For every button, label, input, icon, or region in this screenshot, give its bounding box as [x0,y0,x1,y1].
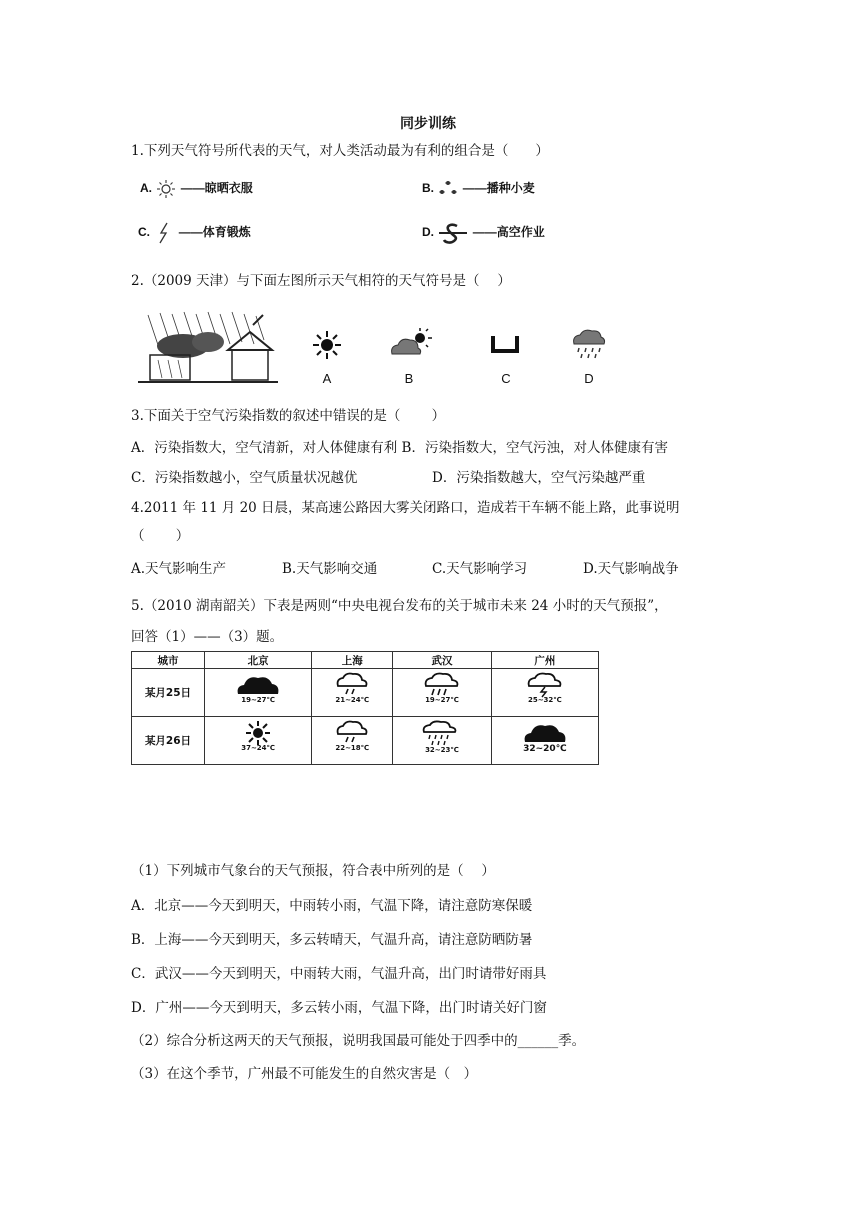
q1-option-b [422,179,535,199]
q2-stem: 2.（2009 天津）与下面左图所示天气相符的天气符号是（ ） [131,273,511,289]
sandstorm-icon [437,222,469,244]
q4-option-a: A.天气影响生产 [131,561,227,577]
q1-option-c [138,222,251,244]
rainstorm-scene-illustration [138,310,288,390]
weather-forecast-table [131,651,599,765]
temperature: 37~24℃ [241,744,276,752]
light-rain-icon [334,672,370,698]
q5-sub1-option-a: A．北京——今天到明天，中雨转小雨，气温下降，请注意防寒保暖 [131,898,533,914]
q3-options-ab: A．污染指数大，空气清新，对人体健康有利 B．污染指数大，空气污浊，对人体健康有害 [131,440,668,456]
table-header-cell: 广州 [491,652,598,669]
q1-option-a [140,179,253,198]
table-cell [393,717,492,765]
table-header-cell: 上海 [312,652,393,669]
option-text: ——高空作业 [472,225,545,240]
lightning-icon [153,222,175,244]
option-letter: A. [140,181,152,195]
overcast-icon [234,672,282,698]
table-cell [312,717,393,765]
temperature: 32~20℃ [523,744,567,754]
table-cell [491,717,598,765]
temperature: 19~27℃ [425,696,459,704]
table-cell [491,669,598,717]
table-row [132,717,599,765]
table-cell [312,669,393,717]
q2-label-a: A [322,371,332,386]
q2-label-b: B [404,371,414,386]
rain-icon [570,326,608,360]
q4-stem: 4.2011 年 11 月 20 日晨，某高速公路因大雾关闭路口，造成若干车辆不能上路，此事说明 [131,500,680,516]
q4-option-c: C.天气影响学习 [432,561,528,577]
sun-icon [312,330,342,360]
table-cell [205,717,312,765]
temperature: 19~27℃ [241,696,276,704]
temperature: 32~23℃ [425,746,459,754]
temperature: 22~18℃ [335,744,370,752]
option-text: ——播种小麦 [462,181,535,196]
q1-stem: 1.下列天气符号所代表的天气，对人类活动最为有利的组合是（ ） [131,143,549,159]
q5-stem-cont: 回答（1）——（3）题。 [131,629,284,645]
q5-stem: 5.（2010 湖南韶关）下表是两则“中央电视台发布的关于城市未来 24 小时的天气预报”， [131,598,668,614]
option-text: ——晾晒衣服 [180,181,253,195]
heavy-rain-icon [420,720,464,748]
overcast-bracket-icon [490,334,520,354]
table-row [132,669,599,717]
q3-stem: 3.下面关于空气污染指数的叙述中错误的是（ ） [131,408,446,424]
table-header-cell: 北京 [205,652,312,669]
q5-sub1-option-b: B．上海——今天到明天，多云转晴天，气温升高，请注意防晒防暑 [131,932,533,948]
overcast-icon [521,720,569,746]
sun-icon [245,720,271,746]
snow-icon [437,179,459,199]
q5-sub1-option-d: D．广州——今天到明天，多云转小雨，气温下降，出门时请关好门窗 [131,1000,547,1016]
option-text: ——体育锻炼 [178,225,251,240]
moderate-rain-icon [422,672,462,698]
q2-label-d: D [584,371,594,386]
light-rain-icon [334,720,370,746]
q4-stem-bracket: （ ） [131,528,190,544]
page-title: 同步训练 [400,116,456,132]
row-label: 某月25日 [132,669,205,717]
thunderstorm-icon [525,672,565,698]
q3-option-c: C．污染指数越小，空气质量状况越优 [131,470,358,486]
table-header-cell: 武汉 [393,652,492,669]
q5-sub3: （3）在这个季节，广州最不可能发生的自然灾害是（ ） [131,1066,478,1082]
q4-option-b: B.天气影响交通 [282,561,378,577]
q1-option-d [422,222,545,244]
option-letter: C. [138,225,150,240]
q5-sub1-stem: （1）下列城市气象台的天气预报，符合表中所列的是（ ） [131,863,495,879]
q2-label-c: C [501,371,511,386]
temperature: 21~24℃ [335,696,370,704]
row-label: 某月26日 [132,717,205,765]
q3-option-d: D．污染指数越大，空气污染越严重 [432,470,646,486]
temperature: 25~32℃ [527,696,562,704]
partly-cloudy-icon [388,326,434,358]
q5-sub2: （2）综合分析这两天的天气预报，说明我国最可能处于四季中的______季。 [131,1033,586,1049]
table-header-cell: 城市 [132,652,205,669]
sun-icon [155,180,177,198]
q5-sub1-option-c: C．武汉——今天到明天，中雨转大雨，气温升高，出门时请带好雨具 [131,966,547,982]
option-letter: B. [422,181,434,196]
table-header-row [132,652,599,669]
table-cell [205,669,312,717]
q4-option-d: D.天气影响战争 [583,561,679,577]
table-cell [393,669,492,717]
option-letter: D. [422,225,434,240]
